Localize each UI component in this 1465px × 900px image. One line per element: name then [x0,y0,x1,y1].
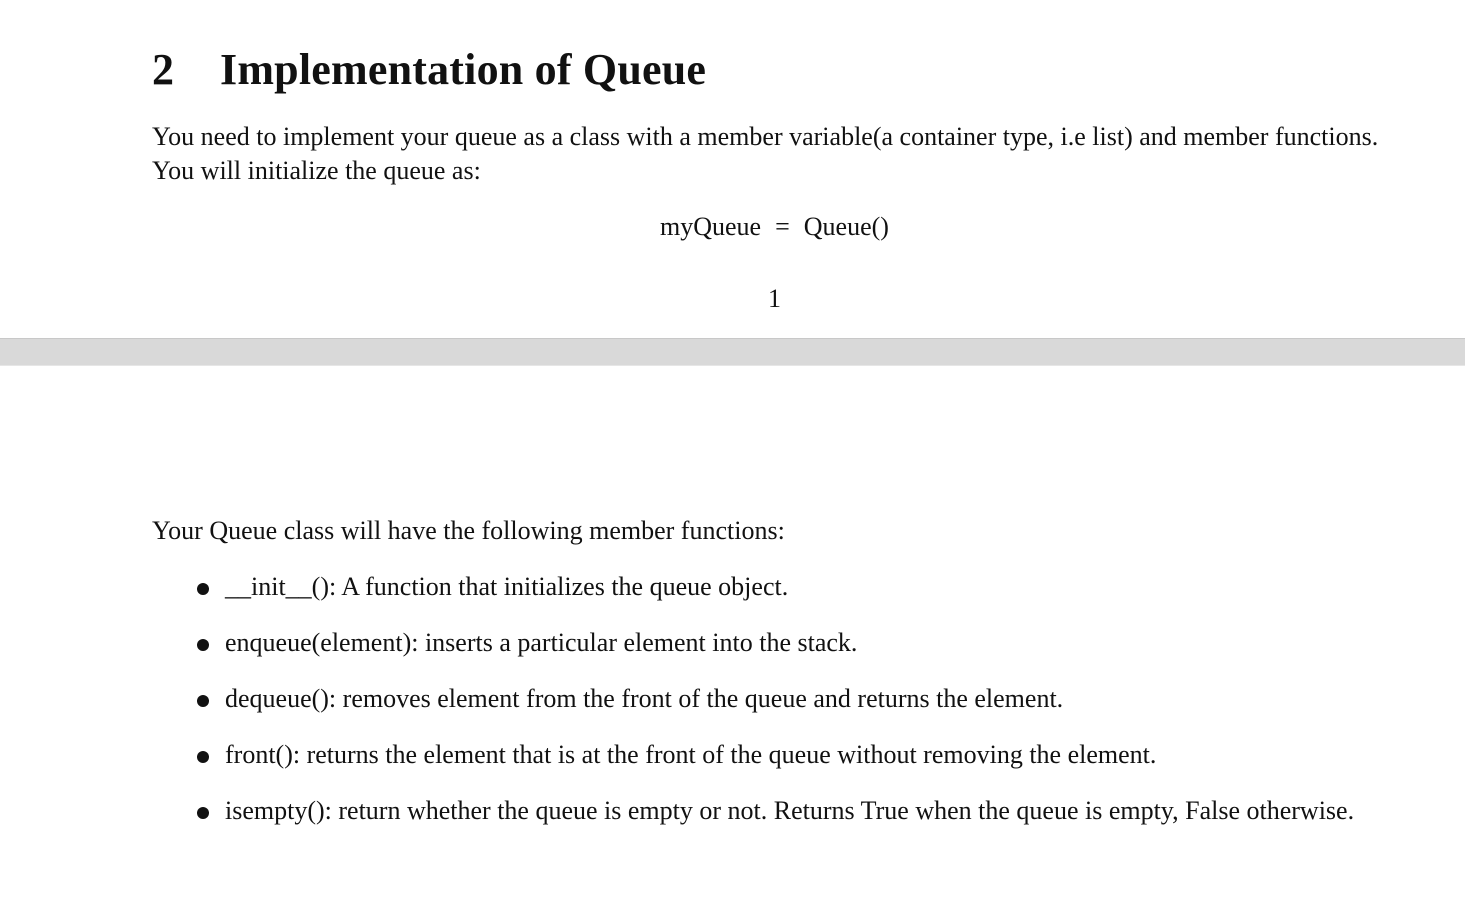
list-item-text: dequeue(): removes element from the front of the queue and returns the element. [225,684,1064,713]
list-item-isempty [0,794,1405,828]
page-separator [0,338,1465,366]
equation-operator: = [775,212,790,241]
page-1-bottom [0,0,1465,338]
equation-rhs: Queue() [803,212,889,241]
member-functions-list [0,570,1465,850]
section-heading [152,44,706,95]
section-title: Implementation of Queue [220,45,707,94]
list-item-text: isempty(): return whether the queue is empty or not. Returns True when the queue is empty, False otherwise. [225,796,1355,825]
equation-lhs: myQueue [660,212,762,241]
bullet-icon [197,807,209,819]
section-number: 2 [152,45,175,94]
bullet-icon [197,583,209,595]
list-item-front [0,738,1405,772]
list-item-text: enqueue(element): inserts a particular element into the stack. [225,628,858,657]
bullet-icon [197,751,209,763]
list-item-text: front(): returns the element that is at the front of the queue without removing the element. [225,740,1157,769]
list-item-dequeue [0,682,1405,716]
intro-paragraph: You need to implement your queue as a class with a member variable(a container type, i.e list) and member functions. You will initialize the queue as: [152,122,1379,185]
functions-intro-paragraph: Your Queue class will have the following member functions: [152,516,785,545]
bullet-icon [197,695,209,707]
page-number: 1 [768,284,781,313]
list-item-init [0,570,1405,604]
equation [0,212,1465,242]
list-item-enqueue [0,626,1405,660]
bullet-icon [197,639,209,651]
list-item-text: __init__(): A function that initializes the queue object. [225,572,789,601]
